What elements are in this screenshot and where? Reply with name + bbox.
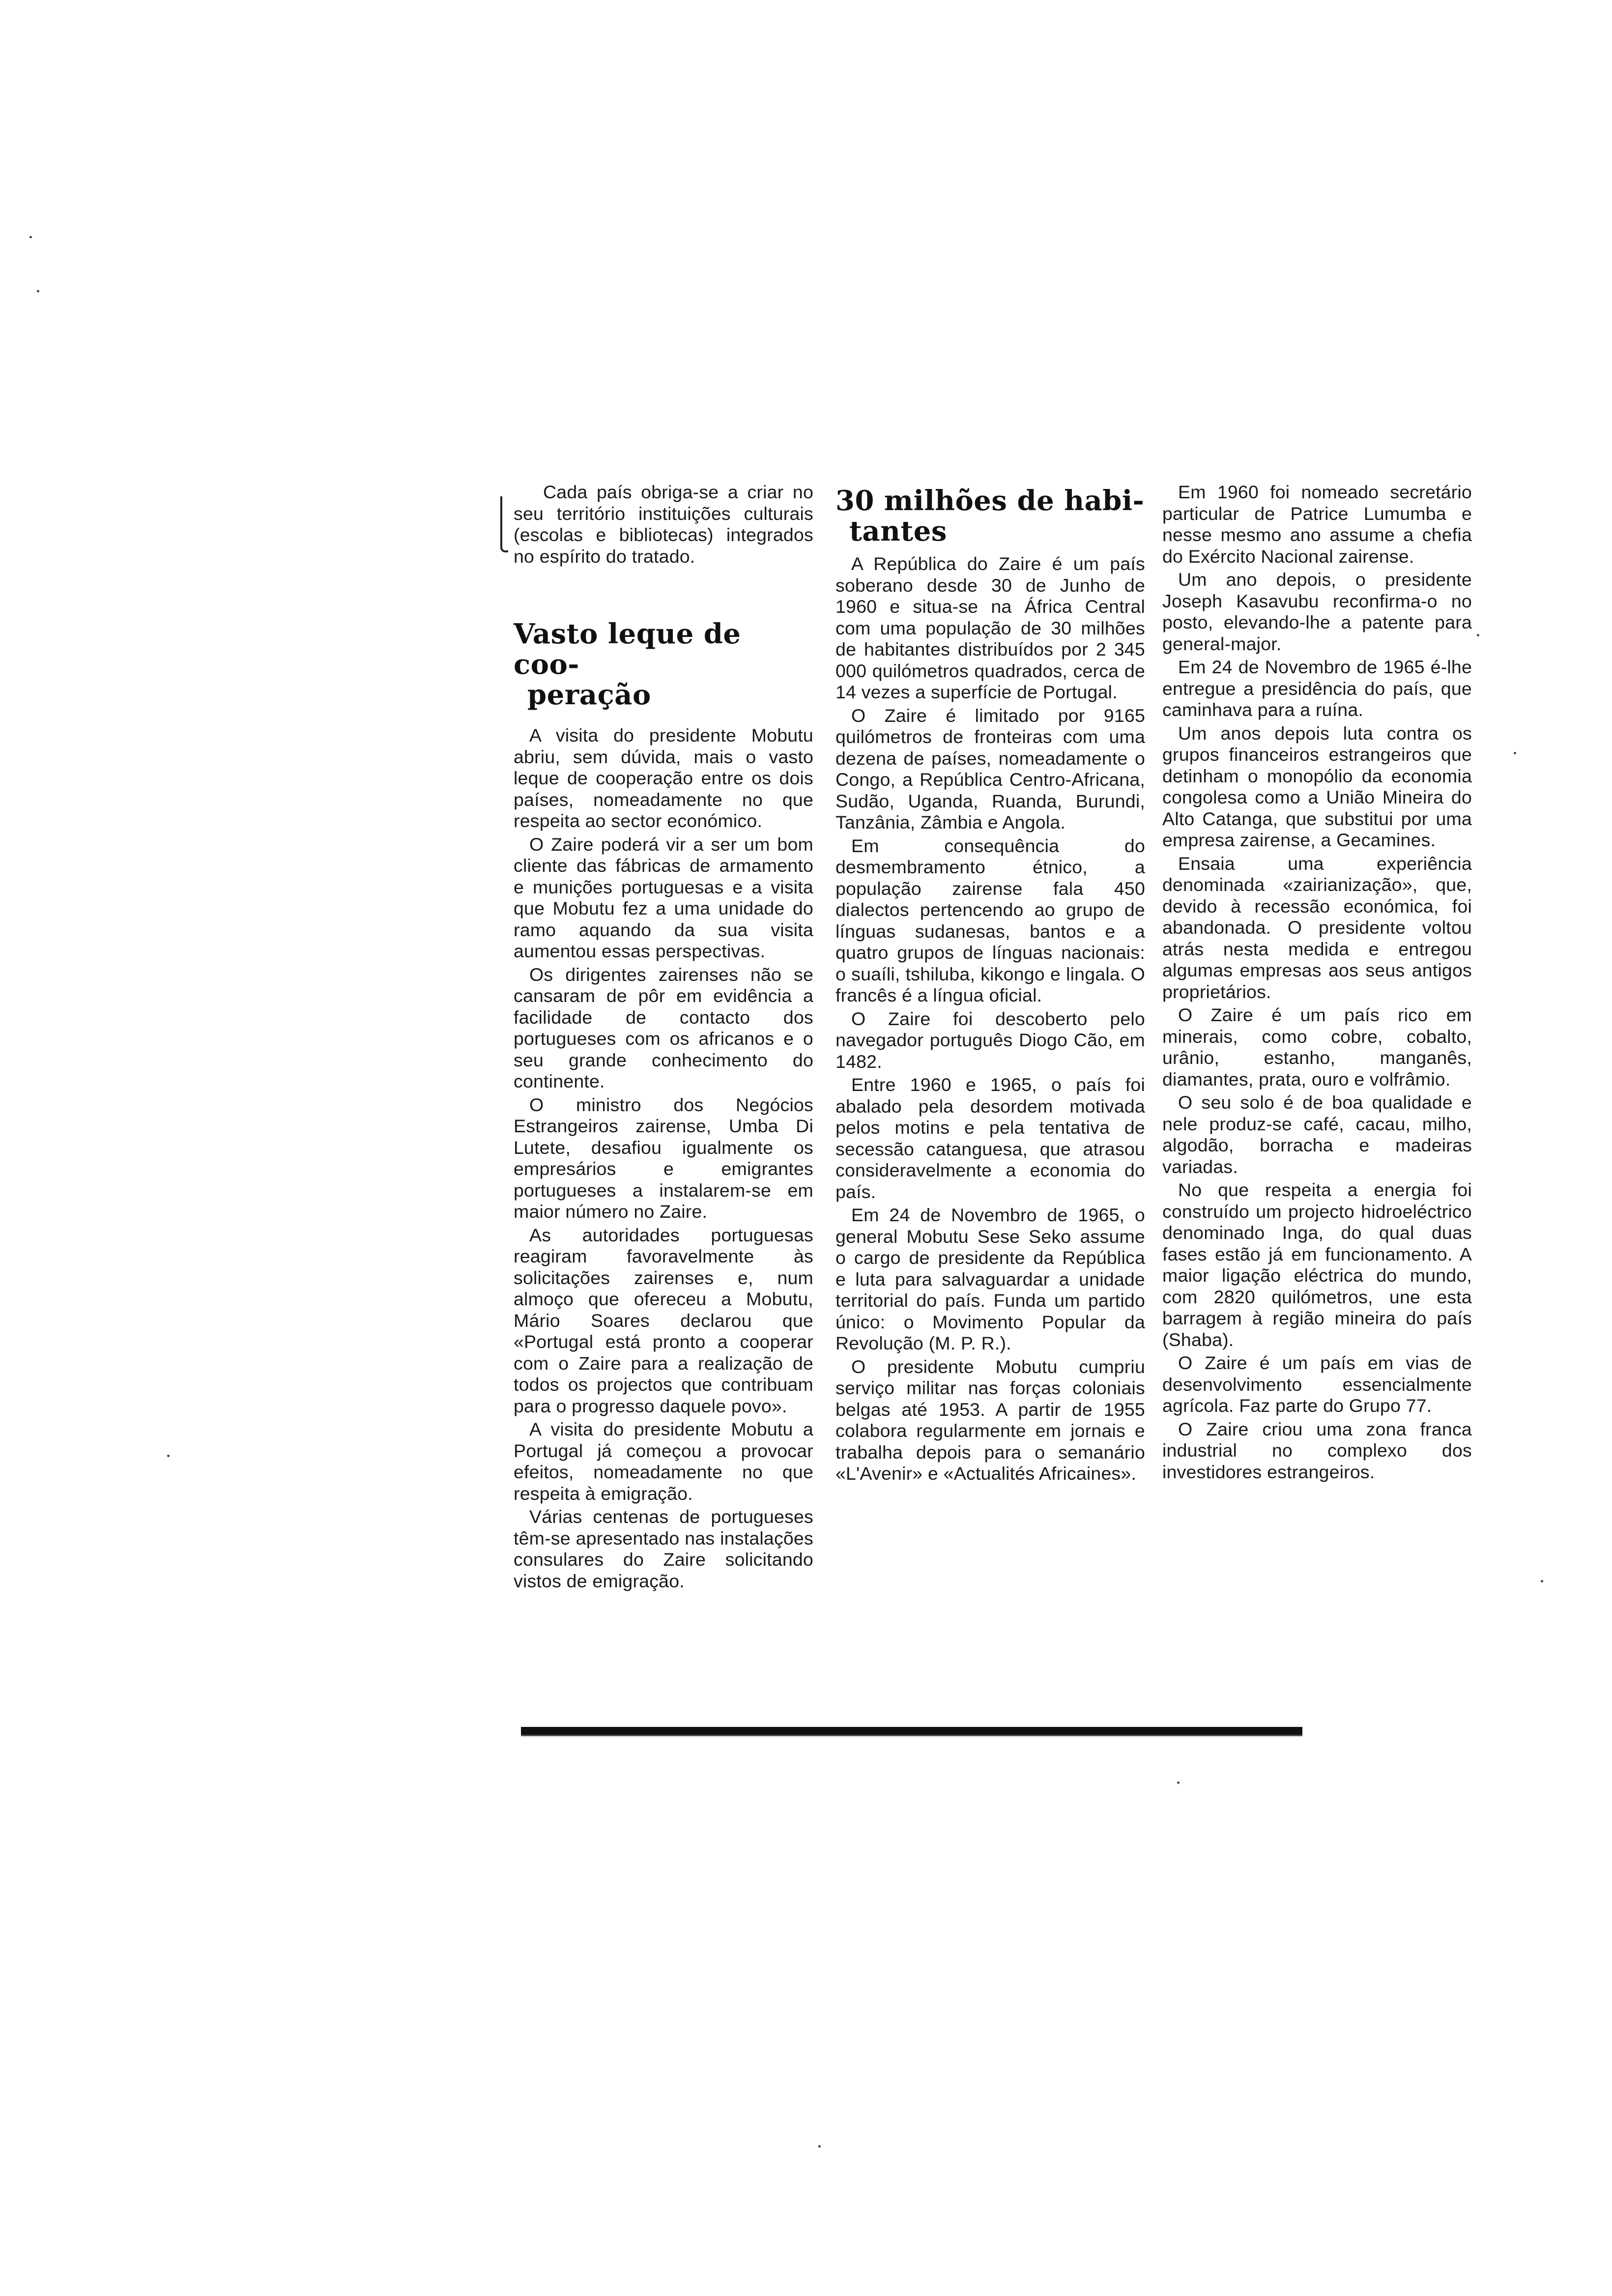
subheading-30-milhoes xyxy=(835,486,1145,546)
article-paragraph: Várias centenas de portugueses têm-se apresentado nas instalações consulares do Zaire solicitando vistos de emigração. xyxy=(514,1506,813,1591)
scan-speck xyxy=(1177,1781,1180,1784)
article-paragraph: Os dirigentes zairenses não se cansaram de pôr em evidência a facilidade de contacto dos portugueses com os africanos e o seu grande conhecimento do continente. xyxy=(514,964,813,1091)
article-paragraph: Em 24 de Novembro de 1965 é-lhe entregue a presidência do país, que caminhava para a ruína. xyxy=(1162,657,1472,720)
scan-speck xyxy=(1541,1580,1543,1582)
scan-speck xyxy=(1477,634,1479,636)
article-paragraph: Em 1960 foi nomeado secretário particular de Patrice Lumumba e nesse mesmo ano assume a chefia do Exército Nacional zairense. xyxy=(1162,482,1472,567)
article-paragraph: Em consequência do desmembramento étnico, a população zairense fala 450 dialectos pertencendo ao grupo de línguas sudanesas, bantos e a quatro grupos de línguas nacionais: o suaíli, tshiluba, kikongo e lingala. O francês é a língua oficial. xyxy=(835,835,1145,1005)
article-paragraph: Em 24 de Novembro de 1965, o general Mobutu Sese Seko assume o cargo de presidente da República e luta para salvaguardar a unidade territorial do país. Funda um partido único: o Movimento Popular da Revolução (M. P. R.). xyxy=(835,1205,1145,1353)
article-paragraph: Entre 1960 e 1965, o país foi abalado pela desordem motivada pelos motins e pela tentativa de secessão catanguesa, que atrasou consideravelmente a economia do país. xyxy=(835,1074,1145,1202)
scan-speck xyxy=(167,1455,170,1457)
article-paragraph: Cada país obriga-se a criar no seu território instituições culturais (escolas e bibliotecas) integrados no espírito do tratado. xyxy=(514,482,813,567)
article-paragraph: O Zaire é limitado por 9165 quilómetros de fronteiras com uma dezena de países, nomeadamente o Congo, a República Centro-Africana, Sudão, Uganda, Ruanda, Burundi, Tanzânia, Zâmbia e Angola. xyxy=(835,705,1145,832)
article-paragraph: O Zaire foi descoberto pelo navegador português Diogo Cão, em 1482. xyxy=(835,1008,1145,1072)
article-paragraph: Um anos depois luta contra os grupos financeiros estrangeiros que detinham o monopólio da economia congolesa como a União Mineira do Alto Catanga, que substitui por uma empresa zairense, a Gecamines. xyxy=(1162,722,1472,850)
article-paragraph: A visita do presidente Mobutu abriu, sem dúvida, mais o vasto leque de cooperação entre os dois países, nomeadamente no que respeita ao sector económico. xyxy=(514,725,813,831)
article-column-2 xyxy=(835,482,1145,1487)
article-paragraph: A visita do presidente Mobutu a Portugal já começou a provocar efeitos, nomeadamente no que respeita à emigração. xyxy=(514,1419,813,1504)
article-paragraph: A República do Zaire é um país soberano desde 30 de Junho de 1960 e situa-se na África Central com uma população de 30 milhões de habitantes distribuídos por 2 345 000 quilómetros quadrados, cerca de 14 vezes a superfície de Portugal. xyxy=(835,553,1145,702)
article-paragraph: O Zaire criou uma zona franca industrial no complexo dos investidores estrangeiros. xyxy=(1162,1418,1472,1482)
article-column-1 xyxy=(514,482,813,1594)
subheading-line-2: peração xyxy=(527,679,651,711)
scan-speck xyxy=(29,236,32,238)
bottom-rule-shadow xyxy=(521,1735,1302,1736)
subheading-line-1: 30 milhões de habi- xyxy=(835,485,1145,517)
column-margin-mark xyxy=(500,496,508,552)
subheading-line-1: Vasto leque de coo- xyxy=(514,618,741,681)
article-column-3 xyxy=(1162,482,1472,1485)
bottom-rule xyxy=(521,1727,1302,1735)
article-paragraph: O seu solo é de boa qualidade e nele produz-se café, cacau, milho, algodão, borracha e madeiras variadas. xyxy=(1162,1092,1472,1177)
article-paragraph: Um ano depois, o presidente Joseph Kasavubu reconfirma-o no posto, elevando-lhe a patente para general-major. xyxy=(1162,569,1472,654)
scan-speck xyxy=(818,2145,821,2148)
scan-speck xyxy=(37,290,39,292)
subheading-line-2: tantes xyxy=(849,515,947,547)
article-paragraph: O ministro dos Negócios Estrangeiros zairense, Umba Di Lutete, desafiou igualmente os empresários e emigrantes portugueses a instalarem-se em maior número no Zaire. xyxy=(514,1094,813,1222)
article-paragraph: As autoridades portuguesas reagiram favoravelmente às solicitações zairenses e, num almoço que ofereceu a Mobutu, Mário Soares declarou que «Portugal está pronto a cooperar com o Zaire para a realização de todos os projectos que contribuam para o progresso daquele povo». xyxy=(514,1224,813,1416)
scan-speck xyxy=(1514,752,1516,754)
article-paragraph: O Zaire poderá vir a ser um bom cliente das fábricas de armamento e munições portuguesas e a visita que Mobutu fez a uma unidade do ramo aquando da sua visita aumentou essas perspectivas. xyxy=(514,833,813,961)
article-paragraph: O presidente Mobutu cumpriu serviço militar nas forças coloniais belgas até 1953. A partir de 1955 colabora regularmente em jornais e trabalha depois para o semanário «L'Avenir» e «Actualités Africaines». xyxy=(835,1356,1145,1484)
article-paragraph: Ensaia uma experiência denominada «zairianização», que, devido à recessão económica, foi abandonada. O presidente voltou atrás nesta medida e entregou algumas empresas aos seus antigos proprietários. xyxy=(1162,853,1472,1002)
article-paragraph: O Zaire é um país rico em minerais, como cobre, cobalto, urânio, estanho, manganês, diamantes, prata, ouro e volfrâmio. xyxy=(1162,1004,1472,1090)
article-paragraph: No que respeita a energia foi construído um projecto hidroeléctrico denominado Inga, do qual duas fases estão já em funcionamento. A maior ligação eléctrica do mundo, com 2820 quilómetros, une esta barragem à região mineira do país (Shaba). xyxy=(1162,1179,1472,1350)
article-paragraph: O Zaire é um país em vias de desenvolvimento essencialmente agrícola. Faz parte do Grupo 77. xyxy=(1162,1352,1472,1416)
subheading-vasto-leque xyxy=(514,619,813,710)
